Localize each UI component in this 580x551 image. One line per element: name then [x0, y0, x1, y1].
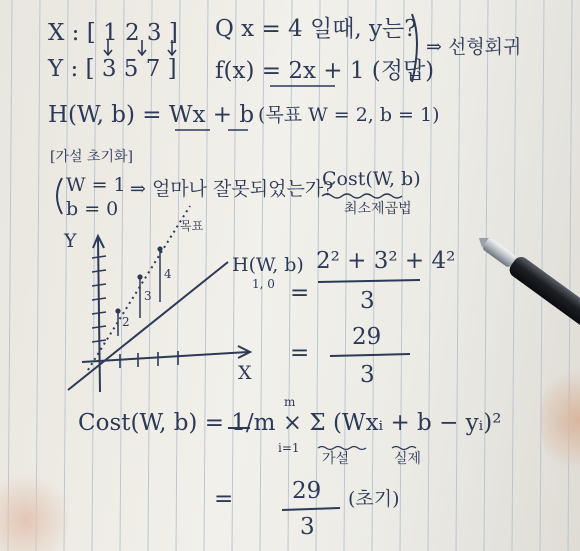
- equals-1: =: [290, 280, 310, 306]
- y-data-row: Y : [ 3 5 7 ]: [48, 56, 177, 82]
- goal-text: (목표 W = 2, b = 1): [258, 104, 440, 126]
- hypothesis-note: 가설: [322, 451, 350, 467]
- model-text: f(x) = 2x + 1 (정답): [215, 58, 435, 84]
- sum-upper-limit: m: [284, 395, 296, 409]
- linear-regression-label: ⇒ 선형회귀: [426, 36, 522, 58]
- hypothesis-line-params: 1, 0: [252, 277, 275, 291]
- y-axis-label: Y: [64, 230, 77, 252]
- cost-label: Cost(W, b): [322, 168, 421, 190]
- equals-2: =: [290, 340, 310, 366]
- x-data-row: X : [ 1 2 3 ]: [48, 20, 178, 46]
- sum-lower-limit: i=1: [278, 441, 300, 455]
- question-text: Q x = 4 일때, y는?: [215, 16, 417, 42]
- cost-formula: Cost(W, b) = 1/m × Σ (Wxᵢ + b − yᵢ)²: [78, 410, 502, 436]
- x-axis-label: X: [238, 362, 252, 384]
- hypothesis-formula: H(W, b) = Wx + b: [48, 102, 255, 128]
- value-numerator: 29: [352, 324, 382, 350]
- how-wrong-text: ⇒ 얼마나 잘못되었는가?: [130, 178, 334, 200]
- sum-denominator: 3: [360, 288, 375, 314]
- value-denominator: 3: [360, 362, 375, 388]
- least-squares-label: 최소제곱법: [344, 201, 412, 217]
- result-numerator: 29: [292, 478, 322, 504]
- target-label: 목표: [180, 219, 204, 233]
- error-label-3: 4: [164, 267, 172, 281]
- hypothesis-line-label: H(W, b): [232, 254, 304, 276]
- result-denominator: 3: [300, 514, 315, 540]
- initial-note: (초기): [348, 488, 400, 510]
- init-header: [가설 초기화]: [50, 149, 133, 165]
- error-label-2: 3: [144, 289, 152, 303]
- error-label-1: 2: [122, 315, 130, 329]
- equals-3: =: [214, 486, 234, 512]
- actual-note: 실제: [394, 451, 422, 467]
- init-b: b = 0: [66, 198, 119, 220]
- sum-numerator: 2² + 3² + 4²: [316, 248, 456, 274]
- init-w: W = 1: [66, 174, 126, 196]
